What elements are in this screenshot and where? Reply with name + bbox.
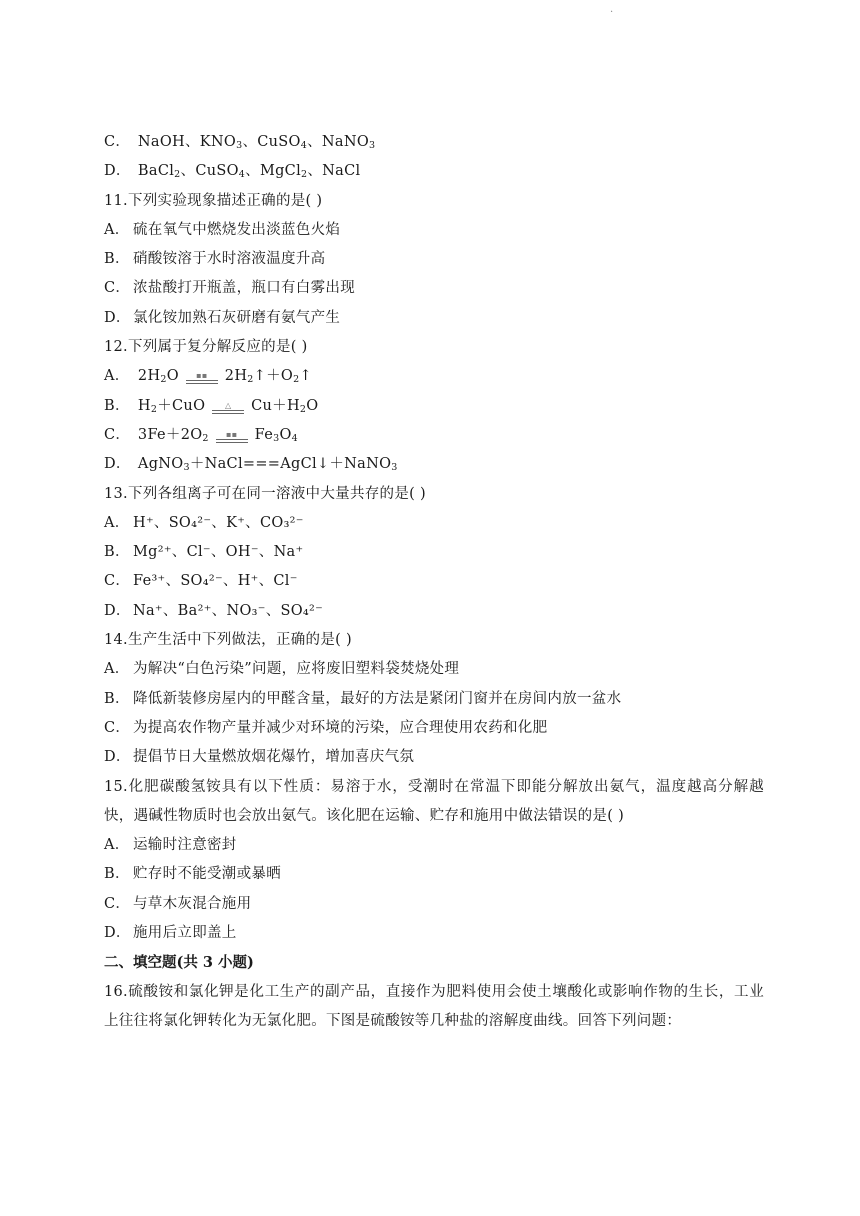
option-key: C．	[104, 426, 131, 443]
reaction-condition-heat	[212, 402, 244, 414]
q13-option-b	[104, 538, 764, 567]
option-text: 氯化铵加熟石灰研磨有氨气产生	[133, 309, 341, 326]
option-key: D．	[104, 925, 131, 942]
equation-left: $2H_2O$	[137, 368, 179, 386]
reaction-condition-electrolysis	[186, 372, 218, 384]
option-key: C．	[104, 134, 131, 150]
q14-option-a	[104, 655, 764, 684]
option-text: BaCl$_2$、CuSO$_4$、MgCl$_2$、NaCl	[137, 163, 361, 181]
option-text: 硝酸铵溶于水时溶液温度升高	[133, 251, 326, 268]
question-14: 14.生产生活中下列做法，正确的是( )	[104, 632, 352, 649]
option-text: 提倡节日大量燃放烟花爆竹，增加喜庆气氛	[133, 749, 415, 766]
question-11: 11.下列实验现象描述正确的是( )	[104, 192, 323, 209]
option-text: 浓盐酸打开瓶盖，瓶口有白雾出现	[133, 280, 355, 297]
header-mark: .	[610, 4, 614, 15]
q12-option-d	[104, 450, 764, 479]
reaction-condition-ignite	[216, 431, 248, 443]
q14-option-d	[104, 743, 764, 772]
equation-left: $3Fe+2O_2$	[137, 426, 209, 444]
q14-option-c	[104, 714, 764, 743]
option-text: H⁺、SO₄²⁻、K⁺、CO₃²⁻	[133, 514, 304, 531]
q11-option-b	[104, 245, 764, 274]
question-16: 16.硫酸铵和氯化钾是化工生产的副产品，直接作为肥料使用会使土壤酸化或影响作物的生长，工业上往往将氯化钾转化为无氯化肥。下图是硫酸铵等几种盐的溶解度曲线。回答下列问题：	[104, 983, 764, 1029]
question-15: 15.化肥碳酸氢铵具有以下性质：易溶于水，受潮时在常温下即能分解放出氨气，温度越高分解越快，遇碱性物质时也会放出氨气。该化肥在运输、贮存和施用中做法错误的是( )	[104, 778, 764, 824]
q15-option-c	[104, 890, 764, 919]
option-text: 施用后立即盖上	[133, 925, 237, 942]
option-text: NaOH、$KNO_3$、CuSO$_4$、NaNO$_3$	[137, 134, 376, 151]
q12-option-b	[104, 392, 764, 421]
option-key: B．	[104, 251, 130, 268]
option-key: A．	[104, 221, 130, 238]
option-text: Fe³⁺、SO₄²⁻、H⁺、Cl⁻	[133, 573, 298, 590]
q13-option-c	[104, 567, 764, 596]
equals-bar	[216, 439, 248, 443]
q10-option-c	[104, 128, 764, 157]
option-key: C．	[104, 895, 131, 912]
question-13: 13.下列各组离子可在同一溶液中大量共存的是( )	[104, 485, 426, 502]
option-text: 为提高农作物产量并减少对环境的污染，应合理使用农药和化肥	[133, 719, 548, 736]
condition-mark: ▪▪	[225, 429, 238, 439]
option-key: C．	[104, 719, 131, 736]
option-key: D．	[104, 163, 131, 180]
equation-right: $Fe_3O_4$	[254, 426, 298, 444]
option-key: C．	[104, 573, 131, 590]
option-text: 为解决“白色污染”问题，应将废旧塑料袋焚烧处理	[133, 661, 460, 678]
option-text: 硫在氧气中燃烧发出淡蓝色火焰	[133, 221, 341, 238]
heat-mark: △	[224, 400, 232, 410]
question-12: 12.下列属于复分解反应的是( )	[104, 339, 308, 356]
q12-option-c	[104, 421, 764, 450]
option-key: A．	[104, 837, 130, 854]
q15-option-a	[104, 831, 764, 860]
q11-option-d	[104, 304, 764, 333]
equals-bar	[212, 410, 244, 414]
equation-right: $Cu+H_2O$	[251, 397, 319, 415]
option-key: D．	[104, 309, 131, 326]
option-text: Na⁺、Ba²⁺、NO₃⁻、SO₄²⁻	[133, 602, 324, 619]
q13-option-a	[104, 509, 764, 538]
option-text: AgNO$_3$＋NaCl===AgCl↓＋NaNO$_3$	[137, 456, 398, 474]
option-text: 与草木灰混合施用	[133, 895, 252, 912]
q10-option-d	[104, 157, 764, 186]
q15-option-d	[104, 919, 764, 948]
option-text: 运输时注意密封	[133, 837, 237, 854]
option-key: C．	[104, 280, 131, 297]
q11-option-a	[104, 216, 764, 245]
option-key: A．	[104, 514, 130, 531]
option-key: A．	[104, 661, 130, 678]
option-text: 贮存时不能受潮或暴晒	[133, 866, 281, 883]
equals-bar	[186, 380, 218, 384]
condition-mark: ▪▪	[196, 371, 208, 381]
equation-left: $H_2+CuO$	[137, 397, 206, 415]
q14-option-b	[104, 685, 764, 714]
option-key: D．	[104, 602, 131, 619]
equation-right: $2H_2↑+O_2↑$	[224, 368, 312, 386]
option-key: A．	[104, 368, 130, 385]
q12-option-a	[104, 362, 764, 391]
q15-option-b	[104, 860, 764, 889]
section-heading-fill-in: 二、填空题(共 3 小题)	[104, 954, 254, 972]
option-key: B．	[104, 397, 130, 414]
q13-option-d	[104, 597, 764, 626]
option-key: B．	[104, 866, 130, 883]
q11-option-c	[104, 274, 764, 303]
option-text: Mg²⁺、Cl⁻、OH⁻、Na⁺	[133, 544, 304, 561]
option-key: B．	[104, 544, 130, 561]
option-text: 降低新装修房屋内的甲醛含量，最好的方法是紧闭门窗并在房间内放一盆水	[133, 690, 622, 707]
option-key: D．	[104, 456, 131, 473]
option-key: B．	[104, 690, 130, 707]
document-body	[104, 128, 764, 1036]
option-key: D．	[104, 749, 131, 766]
